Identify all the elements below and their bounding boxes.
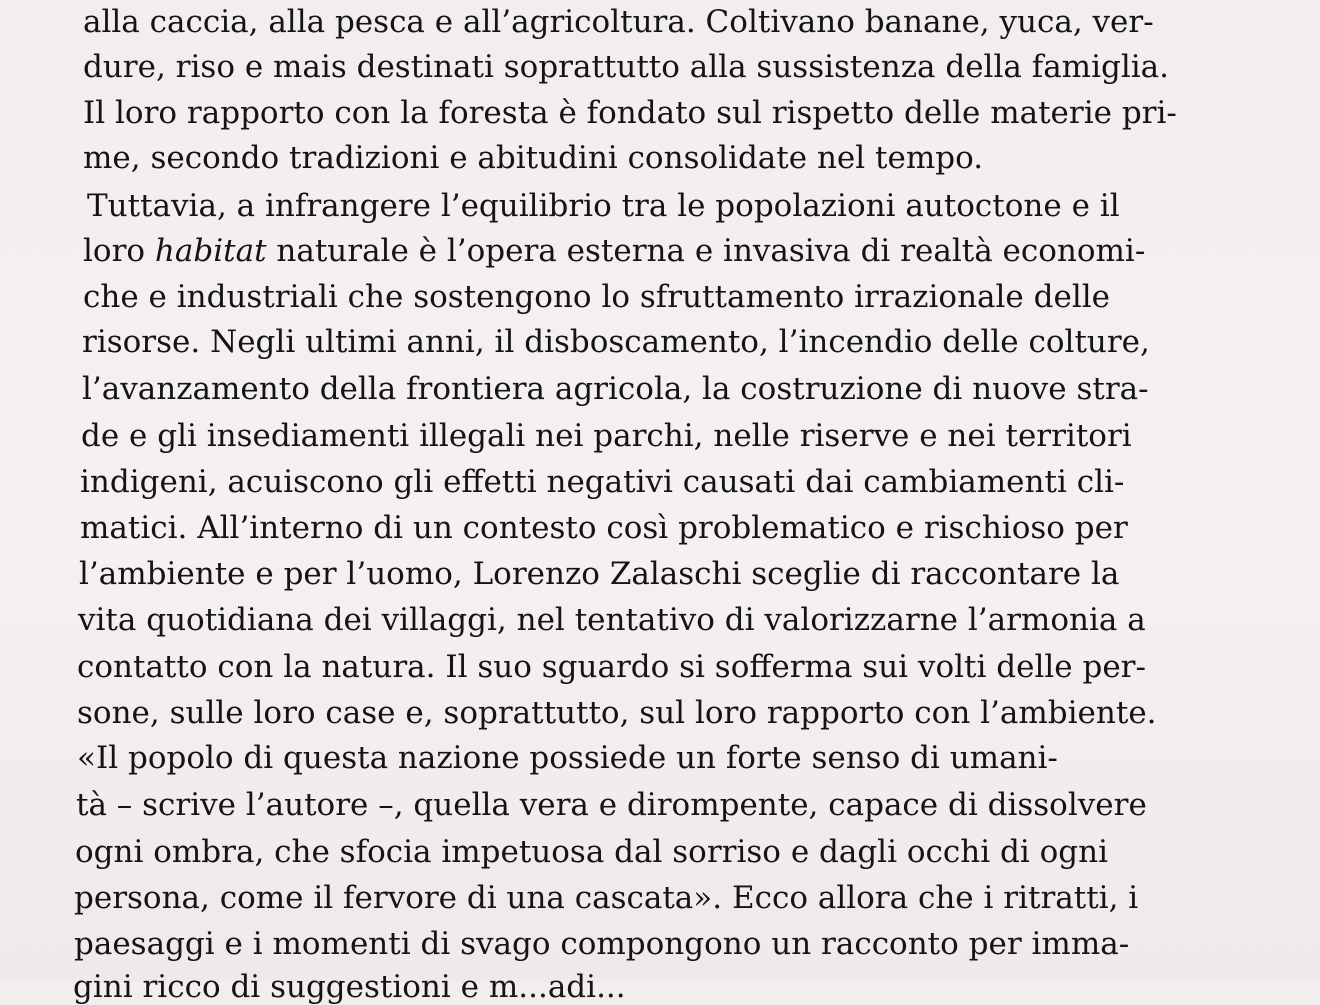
text-line: Il loro rapporto con la foresta è fondato sul rispetto delle materie pri-	[83, 95, 1177, 131]
text-line: me, secondo tradizioni e abitudini consolidate nel tempo.	[83, 140, 984, 176]
text-line: persona, come il fervore di una cascata». Ecco allora che i ritratti, i	[74, 880, 1139, 916]
text-line: tà – scrive l’autore –, quella vera e dirompente, capace di dissolvere	[76, 787, 1147, 823]
text-fragment: loro	[83, 233, 155, 269]
text-line: vita quotidiana dei villaggi, nel tentativo di valorizzarne l’armonia a	[78, 602, 1146, 638]
text-line: l’avanzamento della frontiera agricola, la costruzione di nuove stra-	[82, 371, 1149, 407]
text-line: Tuttavia, a infrangere l’equilibrio tra le popolazioni autoctone e il	[87, 188, 1120, 224]
text-line: matici. All’interno di un contesto così problematico e rischioso per	[80, 510, 1128, 546]
text-line: gini ricco di suggestioni e m...adi...	[73, 969, 626, 1005]
italic-term: habitat	[154, 233, 267, 269]
text-line	[83, 233, 1145, 269]
text-line: risorse. Negli ultimi anni, il disboscamento, l’incendio delle colture,	[82, 324, 1150, 360]
text-line: che e industriali che sostengono lo sfruttamento irrazionale delle	[83, 279, 1110, 315]
text-line: alla caccia, alla pesca e all’agricoltura. Coltivano banane, yuca, ver-	[83, 4, 1154, 40]
text-line: indigeni, acuiscono gli effetti negativi causati dai cambiamenti cli-	[80, 464, 1125, 500]
text-line: dure, riso e mais destinati soprattutto alla sussistenza della famiglia.	[83, 49, 1169, 85]
text-line: l’ambiente e per l’uomo, Lorenzo Zalaschi sceglie di raccontare la	[79, 556, 1120, 592]
text-line: «Il popolo di questa nazione possiede un forte senso di umani-	[77, 740, 1058, 776]
text-fragment: naturale è l’opera esterna e invasiva di realtà economi-	[266, 233, 1146, 269]
text-line: sone, sulle loro case e, soprattutto, sul loro rapporto con l’ambiente.	[77, 695, 1157, 731]
text-line: paesaggi e i momenti di svago compongono un racconto per imma-	[74, 926, 1130, 962]
text-line: de e gli insediamenti illegali nei parchi, nelle riserve e nei territori	[81, 418, 1132, 454]
text-line: contatto con la natura. Il suo sguardo si sofferma sui volti delle per-	[77, 649, 1146, 685]
text-line: ogni ombra, che sfocia impetuosa dal sorriso e dagli occhi di ogni	[75, 834, 1108, 870]
